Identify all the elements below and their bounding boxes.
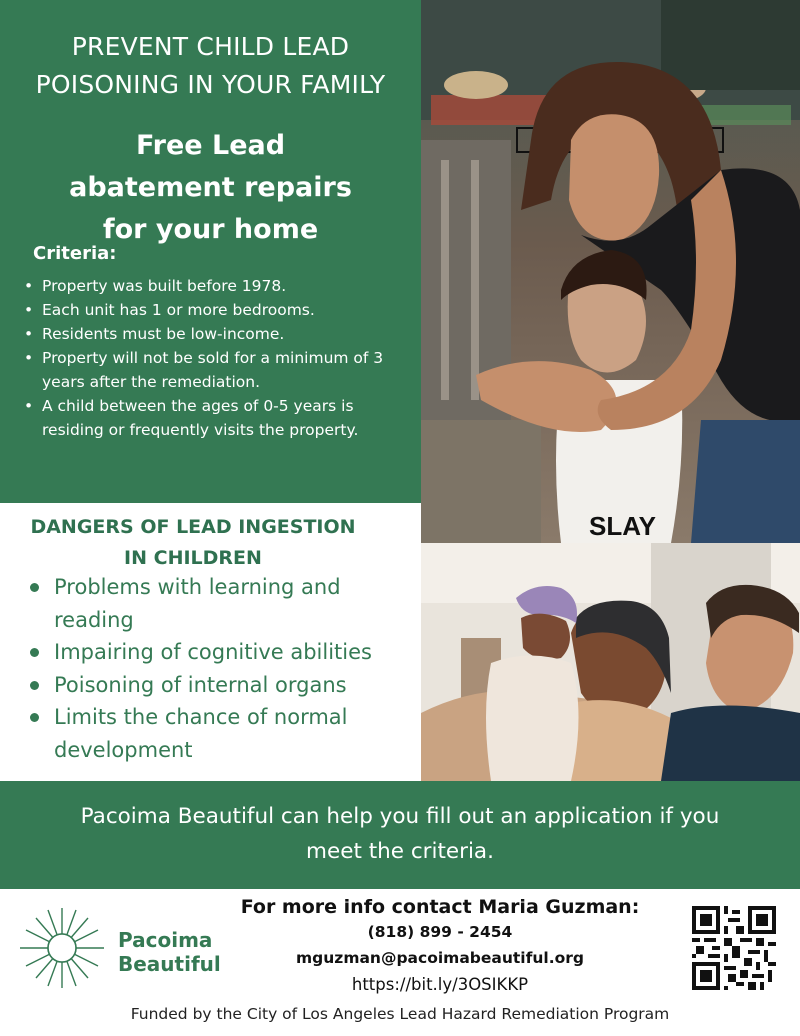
pacoima-beautiful-logo [16,908,236,988]
subheadline-text: Free Lead abatement repairs for your home [69,130,352,245]
cta-banner-text: Pacoima Beautiful can help you fill out an application if you meet the criteria. [80,804,720,864]
photo-family-baby-illustration [421,543,800,781]
subheadline [0,125,421,251]
criteria-item: • Each unit has 1 or more bedrooms. [22,298,414,322]
contact-phone[interactable]: (818) 899 - 2454 [367,923,513,941]
danger-item: Limits the chance of normal development [28,701,403,766]
headline-text: PREVENT CHILD LEAD POISONING IN YOUR FAMILY [35,32,386,99]
photo-mother-child [421,0,800,543]
contact-title: For more info contact Maria Guzman: [240,896,640,918]
dangers-list [28,571,403,766]
criteria-list [22,274,414,442]
headline [0,28,421,104]
criteria-title: Criteria: [33,243,117,264]
contact-email[interactable]: mguzman@pacoimabeautiful.org [296,949,584,967]
criteria-item: • Property was built before 1978. [22,274,414,298]
shirt-text: SLAY [589,511,656,541]
photo-mother-child-illustration [421,0,800,543]
qr-code-icon [692,906,776,990]
funding-footer: Funded by the City of Los Angeles Lead Hazard Remediation Program [130,1005,670,1023]
dangers-title: DANGERS OF LEAD INGESTION IN CHILDREN [30,516,356,569]
photo-family-baby [421,543,800,781]
criteria-item: • Property will not be sold for a minimum of 3 years after the remediation. [22,346,414,394]
qr-code[interactable] [692,906,776,990]
contact-link[interactable]: https://bit.ly/3OSIKKP [351,975,529,994]
danger-item: Problems with learning and reading [28,571,403,636]
danger-item: Poisoning of internal organs [28,669,403,702]
criteria-item: • A child between the ages of 0-5 years is residing or frequently visits the property. [22,394,414,442]
criteria-item: • Residents must be low-income. [22,322,414,346]
logo-text: Pacoima Beautiful [118,928,221,976]
danger-item: Impairing of cognitive abilities [28,636,403,669]
